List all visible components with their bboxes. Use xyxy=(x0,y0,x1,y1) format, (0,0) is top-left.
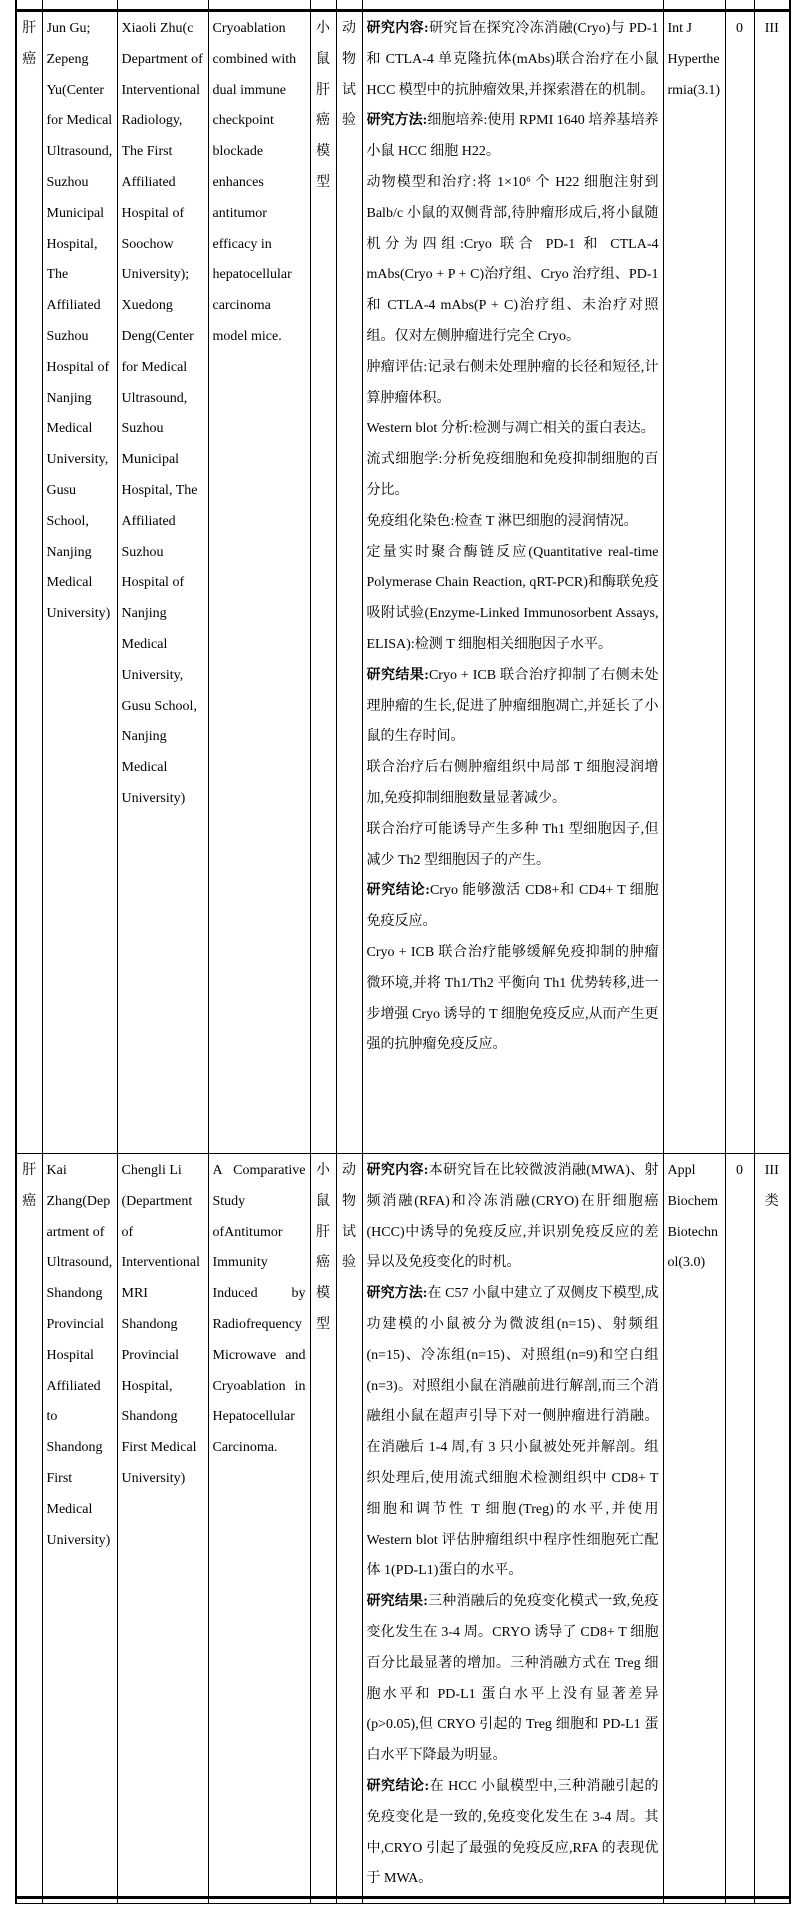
partial-cell xyxy=(362,0,663,11)
next-row-partial xyxy=(16,1898,790,1904)
article-title-text: Cryoablation combined with dual immune checkpoint blockade enhances antitumor efficacy in hepatocellular carcinoma model mice. xyxy=(212,21,297,344)
cell-evidence-grade xyxy=(754,11,790,1154)
cancer-type-text: 肝癌 xyxy=(22,21,37,67)
cell-animal-model xyxy=(310,1154,336,1898)
cell-study-summary xyxy=(362,1154,663,1898)
partial-cell xyxy=(663,0,725,11)
partial-cell xyxy=(754,0,790,11)
study-summary-paragraphs: 研究内容:本研究旨在比较微波消融(MWA)、射频消融(RFA)和冷冻消融(CRYO)在肝细胞癌(HCC)中诱导的免疫反应,并识别免疫反应的差异以及免疫变化的时机。 研究方法:在 C57 小鼠中建立了双侧皮下模型,成功建模的小鼠被分为微波组(n=15)、射频组(n=15)、冷冻组(n=15)、对照组(n=9)和空白组(n=3)。对照组小鼠在消融前进行解剖,而三个消融组小鼠在超声引导下对一侧肿瘤进行消融。在消融后 1-4 周,有 3 只小鼠被处死并解剖。组织处理后,使用流式细胞术检测组织中 CD8+ T 细胞和调节性 T 细胞(Treg)的水平,并使用 Western blot 评估肿瘤组织中程序性细胞死亡配体 1(PD-L1)蛋白的水平。 研究结果:三种消融后的免疫变化模式一致,免疫变化发生在 3-4 周。CRYO 诱导了 CD8+ T 细胞百分比最显著的增加。三种消融方式在 Treg 细胞水平和 PD-L1 蛋白水平上没有显著差异(p>0.05),但 CRYO 引起的 Treg 细胞和 PD-L1 蛋白水平下降最为明显。 研究结论:在 HCC 小鼠模型中,三种消融引起的免疫变化是一致的,免疫变化发生在 3-4 周。其中,CRYO 引起了最强的免疫反应,RFA 的表现优于 MWA。 xyxy=(366,1163,659,1887)
partial-cell xyxy=(336,0,362,11)
cell-first-author xyxy=(42,1154,117,1898)
journal-text: Appl Biochem Biotechnol(3.0) xyxy=(667,1163,719,1271)
cell-cancer-type xyxy=(16,1154,42,1898)
corresponding-author-text: Xiaoli Zhu(c Department of Interventional Radiology, The First Affiliated Hospital of Soochow University); Xuedong Deng(Center for Medical Ultrasound, Suzhou Municipal Hospital, The Affiliated Suzhou Hospital of Nanjing Medical University, Gusu School, Nanjing Medical University) xyxy=(121,21,203,806)
study-summary-paragraphs: 研究内容:研究旨在探究冷冻消融(Cryo)与 PD-1 和 CTLA-4 单克隆抗体(mAbs)联合治疗在小鼠 HCC 模型中的抗肿瘤效果,并探索潜在的机制。 研究方法:细胞培养:使用 RPMI 1640 培养基培养小鼠 HCC 细胞 H22。 动物模型和治疗:将 1×10⁶ 个 H22 细胞注射到 Balb/c 小鼠的双侧背部,待肿瘤形成后,将小鼠随机分为四组:Cryo 联合 PD-1 和 CTLA-4 mAbs(Cryo + P + C)治疗组、Cryo 治疗组、PD-1 和 CTLA-4 mAbs(P + C)治疗组、未治疗对照组。仅对左侧肿瘤进行完全 Cryo。 肿瘤评估:记录右侧未处理肿瘤的长径和短径,计算肿瘤体积。 Western blot 分析:检测与凋亡相关的蛋白表达。 流式细胞学:分析免疫细胞和免疫抑制细胞的百分比。 免疫组化染色:检查 T 淋巴细胞的浸润情况。 定量实时聚合酶链反应(Quantitative real-time Polymerase Chain Reaction, qRT-PCR)和酶联免疫吸附试验(Enzyme-Linked Immunosorbent Assays, ELISA):检测 T 细胞相关细胞因子水平。 研究结果:Cryo + ICB 联合治疗抑制了右侧未处理肿瘤的生长,促进了肿瘤细胞凋亡,并延长了小鼠的生存时间。 联合治疗后右侧肿瘤组织中局部 T 细胞浸润增加,免疫抑制细胞数量显著减少。 联合治疗可能诱导产生多种 Th1 型细胞因子,但减少 Th2 型细胞因子的产生。 研究结论:Cryo 能够激活 CD8+和 CD4+ T 细胞免疫反应。 Cryo + ICB 联合治疗能够缓解免疫抑制的肿瘤微环境,并将 Th1/Th2 平衡向 Th1 优势转移,进一步增强 Cryo 诱导的 T 细胞免疫反应,从而产生更强的抗肿瘤免疫反应。 xyxy=(366,21,659,1053)
study-type-text: 动物试验 xyxy=(342,21,356,129)
partial-cell xyxy=(310,1898,336,1904)
partial-cell xyxy=(362,1898,663,1904)
partial-cell xyxy=(16,0,42,11)
evidence-grade-text: III 类 xyxy=(764,1163,779,1209)
partial-cell xyxy=(725,1898,754,1904)
partial-cell xyxy=(208,1898,310,1904)
cell-cancer-type xyxy=(16,11,42,1154)
cell-corresponding-author xyxy=(117,1154,208,1898)
animal-model-text: 小鼠肝癌模型 xyxy=(316,21,330,190)
cell-evidence-grade xyxy=(754,1154,790,1898)
cell-study-type xyxy=(336,11,362,1154)
journal-text: Int J Hyperthermia(3.1) xyxy=(667,21,720,98)
cell-study-type xyxy=(336,1154,362,1898)
cell-journal xyxy=(663,1154,725,1898)
partial-cell xyxy=(208,0,310,11)
cell-count xyxy=(725,1154,754,1898)
partial-cell xyxy=(42,1898,117,1904)
partial-cell xyxy=(663,1898,725,1904)
partial-cell xyxy=(310,0,336,11)
cell-animal-model xyxy=(310,11,336,1154)
animal-model-text: 小鼠肝癌模型 xyxy=(316,1163,330,1332)
study-row-1 xyxy=(16,11,790,1154)
cell-article-title xyxy=(208,11,310,1154)
cell-journal xyxy=(663,11,725,1154)
cell-count xyxy=(725,11,754,1154)
first-author-text: Kai Zhang(Department of Ultrasound, Shandong Provincial Hospital Affiliated to Shandong First Medical University) xyxy=(46,1163,113,1548)
count-text: 0 xyxy=(736,1163,743,1178)
partial-cell xyxy=(117,0,208,11)
cell-study-summary xyxy=(362,11,663,1154)
partial-cell xyxy=(336,1898,362,1904)
cell-first-author xyxy=(42,11,117,1154)
cell-article-title xyxy=(208,1154,310,1898)
count-text: 0 xyxy=(736,21,743,36)
previous-row-partial xyxy=(16,0,790,11)
cell-corresponding-author xyxy=(117,11,208,1154)
first-author-text: Jun Gu; Zepeng Yu(Center for Medical Ultrasound, Suzhou Municipal Hospital, The Affiliated Suzhou Hospital of Nanjing Medical University, Gusu School, Nanjing Medical University) xyxy=(46,21,113,622)
partial-cell xyxy=(16,1898,42,1904)
partial-cell xyxy=(754,1898,790,1904)
study-row-2 xyxy=(16,1154,790,1898)
evidence-grade-text: III xyxy=(764,21,779,36)
corresponding-author-text: Chengli Li (Department of Interventional MRI Shandong Provincial Hospital, Shandong First Medical University) xyxy=(121,1163,201,1486)
article-title-text: A Comparative Study ofAntitumor Immunity Induced by Radiofrequency Microwave and Cryoablation in Hepatocellular Carcinoma. xyxy=(212,1163,306,1456)
partial-cell xyxy=(725,0,754,11)
partial-cell xyxy=(117,1898,208,1904)
studies-table xyxy=(15,0,791,1904)
partial-cell xyxy=(42,0,117,11)
study-type-text: 动物试验 xyxy=(342,1163,356,1271)
cancer-type-text: 肝癌 xyxy=(22,1163,37,1209)
